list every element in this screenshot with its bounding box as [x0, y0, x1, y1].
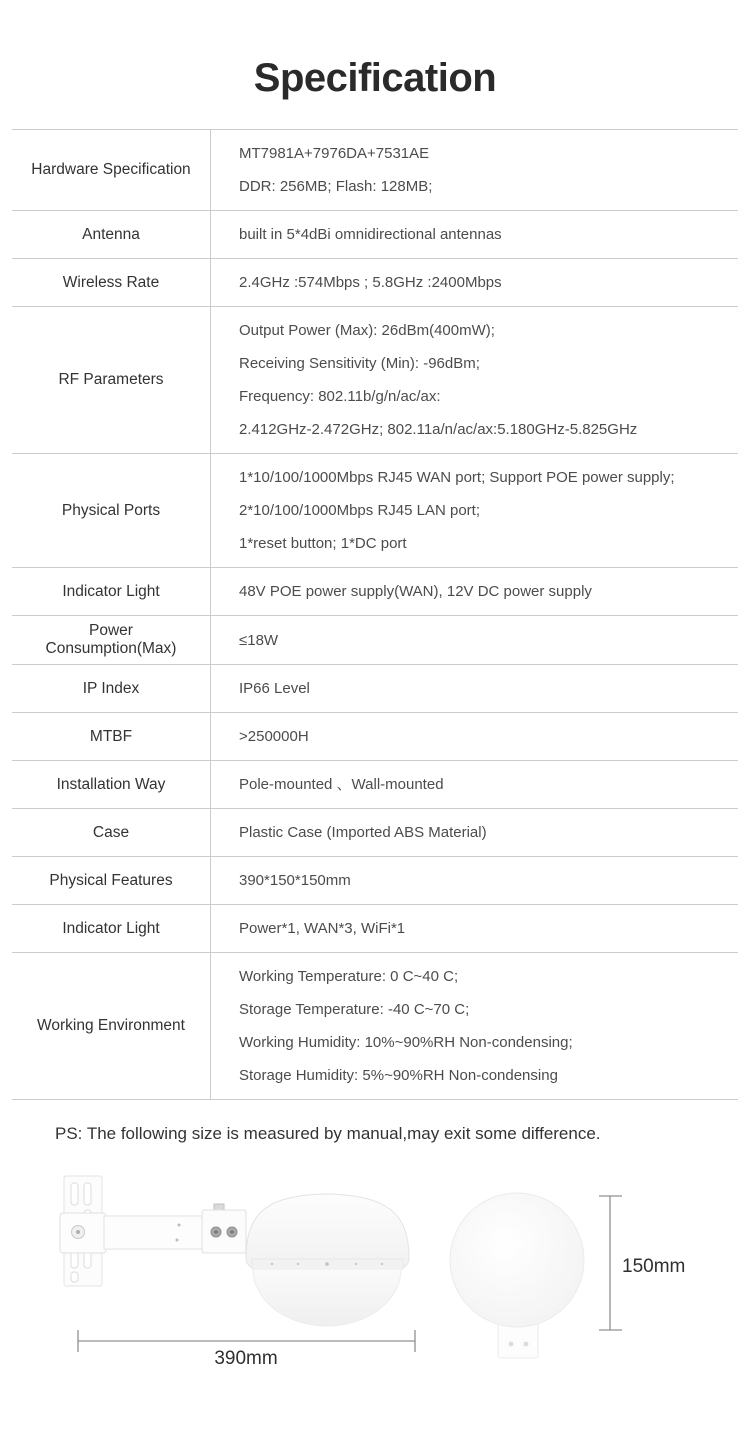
spec-label: Indicator Light — [62, 582, 160, 600]
spec-value-line: 1*10/100/1000Mbps RJ45 WAN port; Support POE power supply; — [239, 469, 675, 486]
page-title: Specification — [253, 56, 497, 100]
spec-value-line: Power*1, WAN*3, WiFi*1 — [239, 920, 406, 937]
height-dimension-line — [599, 1196, 622, 1330]
spec-label: MTBF — [89, 727, 133, 745]
spec-value — [210, 568, 738, 615]
spec-value — [210, 454, 738, 567]
spec-row — [12, 211, 738, 259]
spec-value-line: Output Power (Max): 26dBm(400mW); — [239, 322, 495, 339]
ps-note: PS: The following size is measured by manual,may exit some difference. — [55, 1124, 601, 1143]
spec-value-line: >250000H — [239, 728, 309, 745]
spec-value — [210, 953, 738, 1099]
spec-value — [210, 857, 738, 904]
spec-value-line: Storage Temperature: -40 C~70 C; — [239, 1001, 470, 1018]
spec-label: Installation Way — [56, 775, 166, 793]
device-drawing — [0, 1158, 750, 1408]
spec-label: Indicator Light — [62, 919, 160, 937]
spec-value-line: Working Temperature: 0 C~40 C; — [239, 968, 459, 985]
spec-row — [12, 130, 738, 211]
spec-row — [12, 905, 738, 953]
spec-label: Antenna — [82, 225, 140, 243]
spec-value-line: 2.4GHz :574Mbps ; 5.8GHz :2400Mbps — [239, 274, 502, 291]
spec-value — [210, 905, 738, 952]
specification-table — [12, 129, 738, 1100]
spec-value-line: IP66 Level — [239, 680, 310, 697]
size-diagram — [0, 1158, 750, 1408]
spec-label: Physical Ports — [61, 501, 161, 519]
spec-row — [12, 616, 738, 665]
spec-row — [12, 761, 738, 809]
spec-value-line: 48V POE power supply(WAN), 12V DC power supply — [239, 583, 592, 600]
spec-value — [210, 259, 738, 306]
spec-value-line: ≤18W — [239, 631, 279, 649]
spec-row — [12, 259, 738, 307]
spec-value-line: 2*10/100/1000Mbps RJ45 LAN port; — [239, 502, 480, 519]
spec-value — [210, 616, 738, 664]
spec-value-line: Working Humidity: 10%~90%RH Non-condensing; — [239, 1034, 573, 1051]
spec-label: Power Consumption(Max) — [45, 622, 177, 657]
spec-row — [12, 953, 738, 1100]
device-front-view-drawing — [450, 1193, 584, 1358]
spec-value-line: Frequency: 802.11b/g/n/ac/ax: — [239, 388, 441, 405]
spec-label: Wireless Rate — [62, 273, 160, 291]
spec-value — [210, 211, 738, 258]
spec-value-line: Plastic Case (Imported ABS Material) — [239, 824, 487, 841]
spec-sheet-page — [0, 56, 750, 1445]
spec-row — [12, 307, 738, 454]
spec-row — [12, 568, 738, 616]
spec-label: RF Parameters — [58, 371, 164, 388]
spec-value — [210, 713, 738, 760]
spec-value-line: 1*reset button; 1*DC port — [239, 535, 407, 552]
spec-value — [210, 665, 738, 712]
spec-value — [210, 307, 738, 453]
spec-value-line: Receiving Sensitivity (Min): -96dBm; — [239, 355, 480, 372]
spec-row — [12, 454, 738, 568]
spec-value-line: built in 5*4dBi omnidirectional antennas — [239, 226, 502, 243]
spec-value-line: 2.412GHz-2.472GHz; 802.11a/n/ac/ax:5.180GHz-5.825GHz — [239, 421, 638, 438]
spec-row — [12, 857, 738, 905]
spec-label: IP Index — [82, 679, 140, 697]
spec-label: Working Environment — [37, 1017, 185, 1034]
spec-value — [210, 809, 738, 856]
spec-value-line: Storage Humidity: 5%~90%RH Non-condensing — [239, 1067, 558, 1084]
spec-label: Case — [92, 823, 130, 841]
spec-label: Hardware Specification — [31, 161, 191, 178]
spec-value — [210, 761, 738, 808]
spec-value — [210, 130, 738, 210]
mount-bracket-drawing — [60, 1176, 246, 1286]
spec-value-line: MT7981A+7976DA+7531AE — [239, 145, 430, 162]
height-dimension-label: 150mm — [622, 1256, 686, 1277]
spec-label: Physical Features — [49, 871, 173, 889]
spec-row — [12, 665, 738, 713]
spec-row — [12, 713, 738, 761]
spec-value-line: Pole-mounted 、Wall-mounted — [239, 776, 444, 793]
width-dimension-label: 390mm — [214, 1348, 278, 1369]
spec-row — [12, 809, 738, 857]
spec-value-line: DDR: 256MB; Flash: 128MB; — [239, 178, 433, 195]
device-side-view-drawing — [246, 1194, 409, 1326]
spec-value-line: 390*150*150mm — [239, 872, 351, 889]
